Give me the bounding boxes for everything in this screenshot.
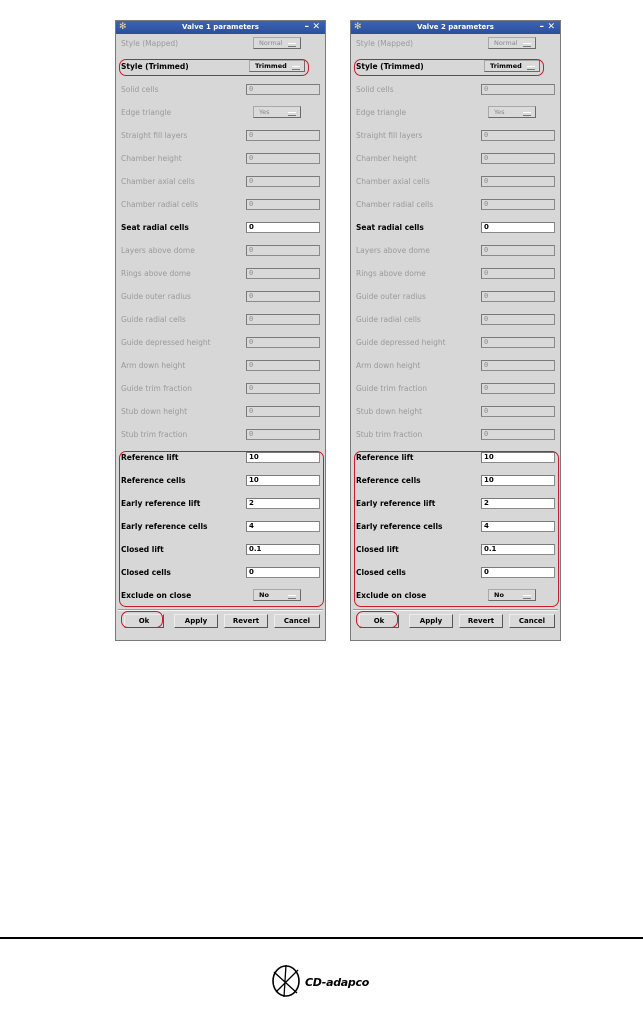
- closed-cells-label: Closed cells: [356, 568, 406, 577]
- row-stub-down-height: [116, 403, 325, 423]
- row-reference-lift: [351, 449, 560, 469]
- row-early-reference-lift: [116, 495, 325, 515]
- stub-trim-fraction-label: Stub trim fraction: [121, 430, 188, 439]
- rings-above-dome-input[interactable]: 0: [246, 268, 320, 279]
- row-closed-cells: [351, 564, 560, 584]
- chamber-radial-cells-label: Chamber radial cells: [356, 200, 434, 209]
- stub-trim-fraction-input[interactable]: 0: [246, 429, 320, 440]
- layers-above-dome-input[interactable]: 0: [481, 245, 555, 256]
- row-exclude-on-close: [351, 587, 560, 607]
- style-trimmed-dropdown[interactable]: [249, 60, 305, 72]
- separator: [353, 609, 558, 611]
- option-menu-icon: [523, 43, 531, 47]
- cd-adapco-logo: [270, 960, 390, 1002]
- guide-trim-fraction-input[interactable]: 0: [246, 383, 320, 394]
- option-menu-icon: [527, 66, 535, 70]
- layers-above-dome-label: Layers above dome: [121, 246, 195, 255]
- row-guide-radial-cells: [351, 311, 560, 331]
- guide-depressed-height-label: Guide depressed height: [121, 338, 211, 347]
- close-icon[interactable]: ✕: [547, 22, 555, 32]
- early-reference-lift-input[interactable]: 2: [246, 498, 320, 509]
- chamber-height-label: Chamber height: [356, 154, 417, 163]
- style-mapped-value: Normal: [494, 39, 518, 47]
- guide-radial-cells-label: Guide radial cells: [121, 315, 186, 324]
- option-menu-icon: [288, 43, 296, 47]
- row-chamber-height: [116, 150, 325, 170]
- seat-radial-cells-input[interactable]: 0: [481, 222, 555, 233]
- layers-above-dome-label: Layers above dome: [356, 246, 430, 255]
- option-menu-icon: [523, 112, 531, 116]
- cancel-button[interactable]: Cancel: [509, 614, 555, 628]
- stub-trim-fraction-input[interactable]: 0: [481, 429, 555, 440]
- chamber-radial-cells-input[interactable]: 0: [481, 199, 555, 210]
- reference-cells-input[interactable]: 10: [246, 475, 320, 486]
- arm-down-height-label: Arm down height: [356, 361, 421, 370]
- exclude-on-close-value: No: [494, 591, 504, 599]
- rings-above-dome-input[interactable]: 0: [481, 268, 555, 279]
- solid-cells-label: Solid cells: [356, 85, 394, 94]
- stub-down-height-label: Stub down height: [356, 407, 423, 416]
- title-bar[interactable]: [116, 21, 325, 34]
- row-closed-cells: [116, 564, 325, 584]
- logo-mark-icon: [270, 960, 304, 1000]
- revert-button[interactable]: Revert: [459, 614, 503, 628]
- row-edge-triangle: [351, 104, 560, 124]
- guide-radial-cells-input[interactable]: 0: [481, 314, 555, 325]
- app-icon: ✻: [119, 22, 127, 32]
- style-trimmed-label: Style (Trimmed): [356, 62, 424, 71]
- row-style-mapped: [116, 35, 325, 55]
- early-reference-cells-label: Early reference cells: [121, 522, 208, 531]
- early-reference-cells-label: Early reference cells: [356, 522, 443, 531]
- row-arm-down-height: [116, 357, 325, 377]
- rings-above-dome-label: Rings above dome: [121, 269, 191, 278]
- row-chamber-axial-cells: [351, 173, 560, 193]
- reference-cells-input[interactable]: 10: [481, 475, 555, 486]
- guide-radial-cells-label: Guide radial cells: [356, 315, 421, 324]
- row-layers-above-dome: [116, 242, 325, 262]
- solid-cells-input[interactable]: 0: [246, 84, 320, 95]
- edge-triangle-label: Edge triangle: [356, 108, 407, 117]
- valve-1-parameters-dialog: [115, 20, 326, 641]
- straight-fill-layers-label: Straight fill layers: [356, 131, 423, 140]
- row-seat-radial-cells: [351, 219, 560, 239]
- option-menu-icon: [292, 66, 300, 70]
- straight-fill-layers-input[interactable]: 0: [246, 130, 320, 141]
- guide-trim-fraction-label: Guide trim fraction: [356, 384, 428, 393]
- exclude-on-close-value: No: [259, 591, 269, 599]
- row-early-reference-cells: [351, 518, 560, 538]
- row-guide-trim-fraction: [116, 380, 325, 400]
- row-arm-down-height: [351, 357, 560, 377]
- button-bar: [355, 614, 556, 629]
- edge-triangle-label: Edge triangle: [121, 108, 172, 117]
- option-menu-icon: [288, 112, 296, 116]
- row-chamber-height: [351, 150, 560, 170]
- edge-triangle-dropdown[interactable]: [488, 106, 536, 118]
- stub-down-height-label: Stub down height: [121, 407, 188, 416]
- guide-radial-cells-input[interactable]: 0: [246, 314, 320, 325]
- row-solid-cells: [116, 81, 325, 101]
- style-mapped-label: Style (Mapped): [356, 39, 414, 48]
- early-reference-cells-input[interactable]: 4: [246, 521, 320, 532]
- button-bar: [120, 614, 321, 629]
- row-style-trimmed: [116, 58, 325, 78]
- row-chamber-axial-cells: [116, 173, 325, 193]
- row-style-mapped: [351, 35, 560, 55]
- row-chamber-radial-cells: [116, 196, 325, 216]
- row-early-reference-lift: [351, 495, 560, 515]
- chamber-axial-cells-label: Chamber axial cells: [356, 177, 430, 186]
- chamber-height-label: Chamber height: [121, 154, 182, 163]
- guide-trim-fraction-label: Guide trim fraction: [121, 384, 193, 393]
- closed-cells-label: Closed cells: [121, 568, 171, 577]
- arm-down-height-input[interactable]: 0: [246, 360, 320, 371]
- exclude-on-close-label: Exclude on close: [356, 591, 427, 600]
- guide-depressed-height-input[interactable]: 0: [481, 337, 555, 348]
- guide-depressed-height-label: Guide depressed height: [356, 338, 446, 347]
- row-reference-cells: [116, 472, 325, 492]
- row-guide-trim-fraction: [351, 380, 560, 400]
- row-chamber-radial-cells: [351, 196, 560, 216]
- dialog-title: Valve 2 parameters: [417, 23, 494, 31]
- closed-lift-label: Closed lift: [121, 545, 164, 554]
- row-straight-fill-layers: [116, 127, 325, 147]
- chamber-radial-cells-label: Chamber radial cells: [121, 200, 199, 209]
- row-stub-trim-fraction: [116, 426, 325, 446]
- chamber-height-input[interactable]: 0: [481, 153, 555, 164]
- style-mapped-dropdown[interactable]: [488, 37, 536, 49]
- row-guide-depressed-height: [351, 334, 560, 354]
- guide-outer-radius-input[interactable]: 0: [246, 291, 320, 302]
- guide-outer-radius-label: Guide outer radius: [121, 292, 191, 301]
- guide-trim-fraction-input[interactable]: 0: [481, 383, 555, 394]
- stub-down-height-input[interactable]: 0: [481, 406, 555, 417]
- arm-down-height-label: Arm down height: [121, 361, 186, 370]
- row-solid-cells: [351, 81, 560, 101]
- seat-radial-cells-input[interactable]: 0: [246, 222, 320, 233]
- row-stub-down-height: [351, 403, 560, 423]
- chamber-axial-cells-input[interactable]: 0: [246, 176, 320, 187]
- reference-lift-label: Reference lift: [121, 453, 179, 462]
- layers-above-dome-input[interactable]: 0: [246, 245, 320, 256]
- row-guide-radial-cells: [116, 311, 325, 331]
- early-reference-cells-input[interactable]: 4: [481, 521, 555, 532]
- style-mapped-label: Style (Mapped): [121, 39, 179, 48]
- row-seat-radial-cells: [116, 219, 325, 239]
- reference-cells-label: Reference cells: [121, 476, 186, 485]
- row-edge-triangle: [116, 104, 325, 124]
- closed-cells-input[interactable]: 0: [481, 567, 555, 578]
- edge-triangle-value: Yes: [494, 108, 505, 116]
- app-icon: ✻: [354, 22, 362, 32]
- style-trimmed-value: Trimmed: [490, 62, 522, 70]
- row-rings-above-dome: [351, 265, 560, 285]
- closed-cells-input[interactable]: 0: [246, 567, 320, 578]
- apply-button[interactable]: Apply: [409, 614, 453, 628]
- edge-triangle-value: Yes: [259, 108, 270, 116]
- reference-cells-label: Reference cells: [356, 476, 421, 485]
- chamber-radial-cells-input[interactable]: 0: [246, 199, 320, 210]
- chamber-axial-cells-input[interactable]: 0: [481, 176, 555, 187]
- option-menu-icon: [523, 595, 531, 599]
- title-bar[interactable]: [351, 21, 560, 34]
- dialog-title: Valve 1 parameters: [182, 23, 259, 31]
- style-trimmed-label: Style (Trimmed): [121, 62, 189, 71]
- minimize-icon[interactable]: –: [539, 22, 544, 32]
- rings-above-dome-label: Rings above dome: [356, 269, 426, 278]
- row-stub-trim-fraction: [351, 426, 560, 446]
- row-closed-lift: [351, 541, 560, 561]
- reference-lift-input[interactable]: 10: [246, 452, 320, 463]
- exclude-on-close-label: Exclude on close: [121, 591, 192, 600]
- row-rings-above-dome: [116, 265, 325, 285]
- seat-radial-cells-label: Seat radial cells: [121, 223, 189, 232]
- ok-button[interactable]: Ok: [359, 614, 399, 628]
- close-icon[interactable]: ✕: [312, 22, 320, 32]
- row-guide-outer-radius: [116, 288, 325, 308]
- guide-outer-radius-label: Guide outer radius: [356, 292, 426, 301]
- reference-lift-label: Reference lift: [356, 453, 414, 462]
- footer-rule: [0, 937, 643, 939]
- option-menu-icon: [288, 595, 296, 599]
- exclude-on-close-dropdown[interactable]: [488, 589, 536, 601]
- valve-2-parameters-dialog: [350, 20, 561, 641]
- row-reference-cells: [351, 472, 560, 492]
- row-reference-lift: [116, 449, 325, 469]
- reference-lift-input[interactable]: 10: [481, 452, 555, 463]
- style-mapped-dropdown[interactable]: [253, 37, 301, 49]
- early-reference-lift-label: Early reference lift: [121, 499, 201, 508]
- cancel-button[interactable]: Cancel: [274, 614, 320, 628]
- style-trimmed-dropdown[interactable]: [484, 60, 540, 72]
- closed-lift-label: Closed lift: [356, 545, 399, 554]
- closed-lift-input[interactable]: 0.1: [481, 544, 555, 555]
- solid-cells-label: Solid cells: [121, 85, 159, 94]
- closed-lift-input[interactable]: 0.1: [246, 544, 320, 555]
- straight-fill-layers-input[interactable]: 0: [481, 130, 555, 141]
- ok-button[interactable]: Ok: [124, 614, 164, 628]
- minimize-icon[interactable]: –: [304, 22, 309, 32]
- row-guide-outer-radius: [351, 288, 560, 308]
- chamber-height-input[interactable]: 0: [246, 153, 320, 164]
- apply-button[interactable]: Apply: [174, 614, 218, 628]
- row-early-reference-cells: [116, 518, 325, 538]
- early-reference-lift-label: Early reference lift: [356, 499, 436, 508]
- exclude-on-close-dropdown[interactable]: [253, 589, 301, 601]
- row-layers-above-dome: [351, 242, 560, 262]
- stub-trim-fraction-label: Stub trim fraction: [356, 430, 423, 439]
- style-mapped-value: Normal: [259, 39, 283, 47]
- seat-radial-cells-label: Seat radial cells: [356, 223, 424, 232]
- separator: [118, 609, 323, 611]
- early-reference-lift-input[interactable]: 2: [481, 498, 555, 509]
- style-trimmed-value: Trimmed: [255, 62, 287, 70]
- solid-cells-input[interactable]: 0: [481, 84, 555, 95]
- straight-fill-layers-label: Straight fill layers: [121, 131, 188, 140]
- arm-down-height-input[interactable]: 0: [481, 360, 555, 371]
- guide-outer-radius-input[interactable]: 0: [481, 291, 555, 302]
- row-style-trimmed: [351, 58, 560, 78]
- row-straight-fill-layers: [351, 127, 560, 147]
- row-closed-lift: [116, 541, 325, 561]
- logo-text: CD-adapco: [305, 976, 369, 989]
- stub-down-height-input[interactable]: 0: [246, 406, 320, 417]
- chamber-axial-cells-label: Chamber axial cells: [121, 177, 195, 186]
- row-guide-depressed-height: [116, 334, 325, 354]
- row-exclude-on-close: [116, 587, 325, 607]
- guide-depressed-height-input[interactable]: 0: [246, 337, 320, 348]
- edge-triangle-dropdown[interactable]: [253, 106, 301, 118]
- revert-button[interactable]: Revert: [224, 614, 268, 628]
